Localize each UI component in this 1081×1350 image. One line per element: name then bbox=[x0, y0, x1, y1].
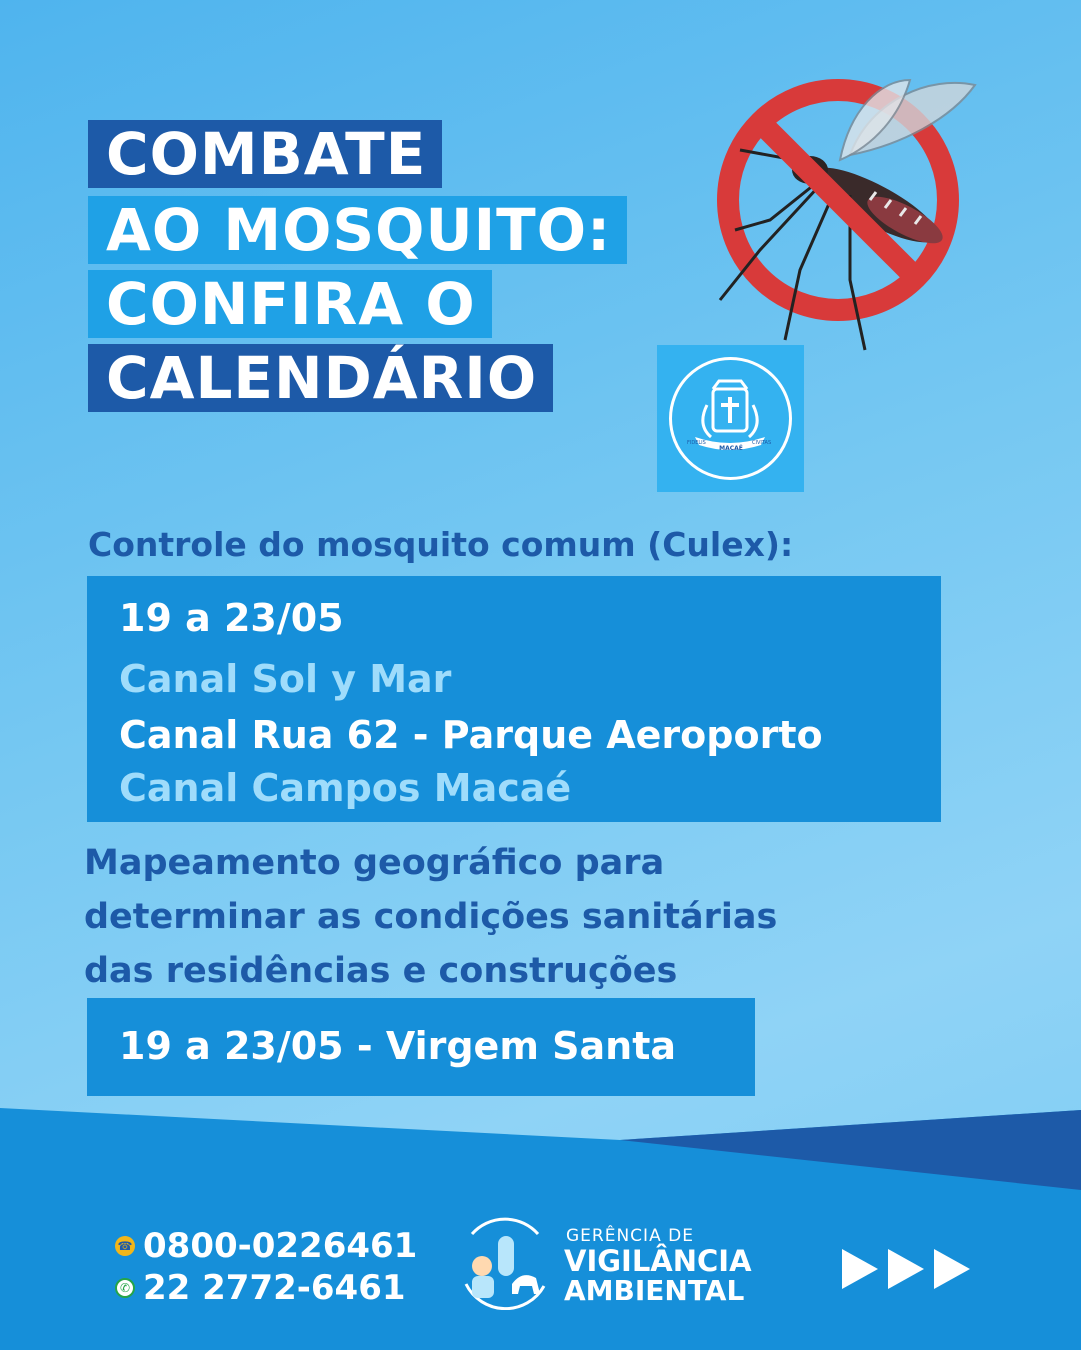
mapping-heading bbox=[84, 836, 777, 998]
logo-text-bottom: AMBIENTAL bbox=[564, 1274, 745, 1307]
mapping-schedule: 19 a 23/05 - Virgem Santa bbox=[119, 1024, 677, 1068]
whatsapp-number: 22 2772-6461 bbox=[143, 1268, 406, 1308]
vigilancia-ambiental-logo-icon bbox=[452, 1214, 558, 1310]
no-mosquito-icon bbox=[700, 60, 1000, 360]
mapping-heading-line-3: das residências e construções bbox=[84, 951, 678, 991]
phone-contact bbox=[115, 1226, 417, 1266]
culex-schedule-box bbox=[87, 576, 941, 822]
coat-of-arms-icon bbox=[657, 345, 804, 492]
logo-text-mid: VIGILÂNCIA bbox=[564, 1244, 752, 1278]
mapping-heading-line-2: determinar as condições sanitárias bbox=[84, 897, 778, 937]
phone-number: 0800-0226461 bbox=[143, 1226, 418, 1266]
title-line-1: COMBATE bbox=[88, 120, 442, 188]
culex-location-2: Canal Rua 62 - Parque Aeroporto bbox=[119, 713, 823, 757]
logo-text-top: GERÊNCIA DE bbox=[566, 1226, 694, 1246]
phone-icon: ☎ bbox=[115, 1236, 135, 1256]
title-line-2: AO MOSQUITO: bbox=[88, 196, 627, 264]
mapping-heading-line-1: Mapeamento geográfico para bbox=[84, 843, 665, 883]
emblem-ribbon-left: FIDELIS bbox=[687, 440, 706, 446]
emblem-ribbon-center: MACAÉ bbox=[719, 445, 743, 452]
culex-date: 19 a 23/05 bbox=[119, 596, 344, 640]
city-emblem-badge bbox=[657, 345, 804, 492]
title-line-4: CALENDÁRIO bbox=[88, 344, 553, 412]
emblem-ribbon-right: CIVITAS bbox=[752, 440, 772, 446]
triple-arrow-icon bbox=[840, 1247, 975, 1291]
mapping-schedule-box bbox=[87, 998, 755, 1096]
whatsapp-contact bbox=[115, 1268, 406, 1308]
whatsapp-icon: ✆ bbox=[115, 1278, 135, 1298]
title-line-3: CONFIRA O bbox=[88, 270, 492, 338]
culex-location-3: Canal Campos Macaé bbox=[119, 766, 572, 810]
culex-heading: Controle do mosquito comum (Culex): bbox=[88, 525, 794, 564]
culex-location-1: Canal Sol y Mar bbox=[119, 657, 452, 701]
